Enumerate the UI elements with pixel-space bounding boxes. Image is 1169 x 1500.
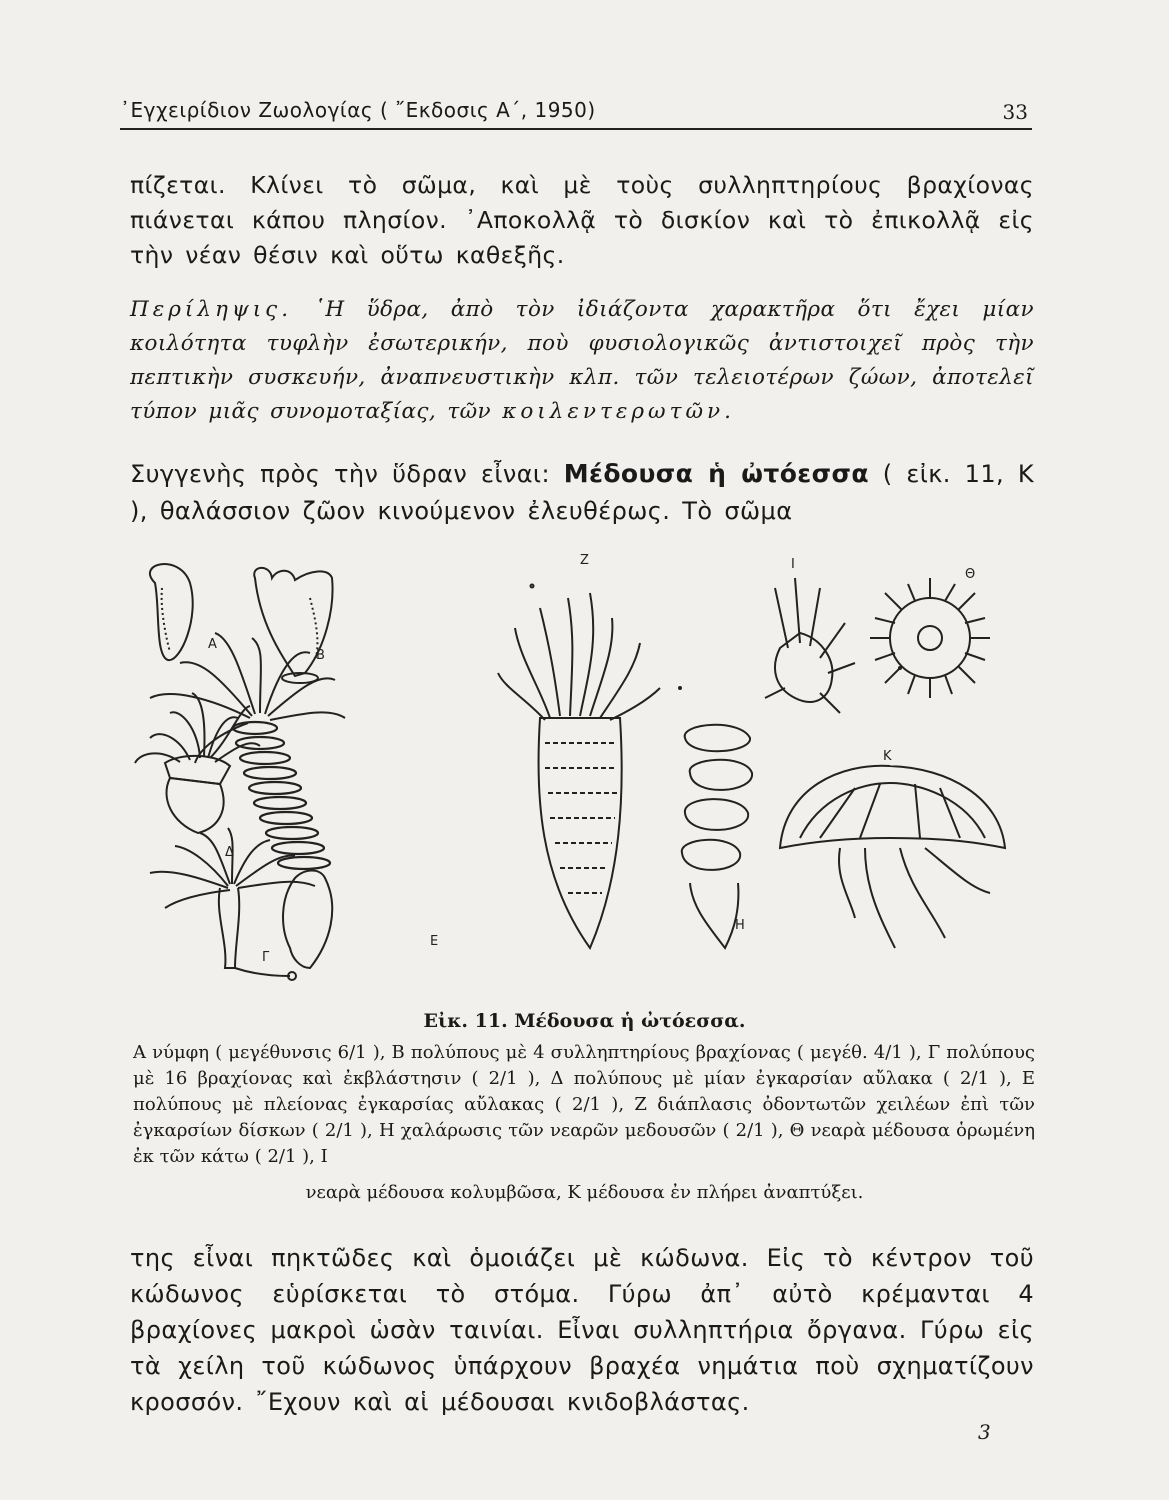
paragraph-4: της εἶναι πηκτῶδες καὶ ὁμοιάζει μὲ κώδωνα. Εἰς τὸ κέντρον τοῦ κώδωνος εὑρίσκεται τὸ στόμα. Γύρω ἀπ᾿ αὐτὸ κρέμανται 4 βραχίονες μακροὶ ὡσὰν ταινίαι. Εἶναι συλληπτήρια ὄργανα. Γύρω εἰς τὰ χείλη τοῦ κώδωνος ὑπάρχουν βραχέα νημάτια ποὺ σχηματίζουν κροσσόν. ῎Εχουν καὶ αἱ μέδουσαι κνιδοβλάστας. xyxy=(130,1244,1034,1416)
figure-th-medusa xyxy=(870,578,990,698)
figure-illustration xyxy=(120,548,1040,1003)
figure-label-b: Β xyxy=(316,648,325,663)
figure-label-z: Ζ xyxy=(580,553,589,568)
figure-label-th: Θ xyxy=(965,567,976,582)
running-header xyxy=(120,96,1032,130)
figure-k-medusa xyxy=(780,766,1005,948)
figure-b-polyp xyxy=(254,568,332,683)
page-number: 33 xyxy=(1002,100,1028,124)
figure-z-strobila xyxy=(498,593,660,948)
figure-i-medusa xyxy=(765,578,855,713)
p3-after: ( εἰκ. 11, Κ ), θαλάσσιον ζῶον κινούμενον ἐλευθέρως. Τὸ σῶμα xyxy=(130,460,1034,525)
figure-label-d: Δ xyxy=(225,845,234,860)
figure-caption-title: Εἰκ. 11. Μέδουσα ἡ ὠτόεσσα. xyxy=(423,1010,746,1032)
summary-paragraph xyxy=(130,293,1034,429)
figure-label-g: Γ xyxy=(262,950,270,965)
figure-caption-text: Α νύμφη ( μεγέθυνσις 6/1 ), Β πολύπους μὲ 4 συλληπτηρίους βραχίονας ( μεγέθ. 4/1 ), Γ πολύπους μὲ 16 βραχίονας καὶ ἐκβλάστησιν ( 2/1 ), Δ πολύπους μὲ μίαν ἐγκαρσίαν αὔλακα ( 2/1 ), Ε πολύπους μὲ πλείονας ἐγκαρσίας αὔλακας ( 2/1 ), Ζ διάπλασις ὀδοντωτῶν χειλέων ἐπὶ τῶν ἐγκαρσίων δίσκων ( 2/1 ), Η χαλάρωσις τῶν νεαρῶν μεδουσῶν ( 2/1 ), Θ νεαρὰ μέδουσα ὁρωμένη ἐκ τῶν κάτω ( 2/1 ), Ι xyxy=(133,1042,1035,1167)
p3-before: Συγγενὴς πρὸς τὴν ὕδραν εἶναι: xyxy=(130,460,564,488)
figure-caption-last: νεαρὰ μέδουσα κολυμβῶσα, Κ μέδουσα ἐν πλήρει ἀναπτύξει. xyxy=(305,1182,864,1203)
figure-label-a: Α xyxy=(208,637,217,652)
paragraph-3 xyxy=(130,455,1034,530)
summary-end: . xyxy=(724,399,732,424)
figure-label-h: Η xyxy=(735,918,745,933)
summary-text: ῾Η ὕδρα, ἀπὸ τὸν ἰδιάζοντα χαρακτῆρα ὅτι ἔχει μίαν κοιλότητα τυφλὴν ἐσωτερικήν, ποὺ φυσιολογικῶς ἀντιστοιχεῖ πρὸς τὴν πεπτικὴν συσκευήν, ἀναπνευστικὴν κλπ. τῶν τελειοτέρων ζώων, ἀποτελεῖ τύπον μιᾶς συνομοταξίας, τῶν xyxy=(130,297,1034,424)
header-title: ᾿Εγχειρίδιον Ζωολογίας ( ῎Εκδοσις Α΄, 1950) xyxy=(120,98,596,122)
figure-label-k: Κ xyxy=(883,749,892,764)
figure-a-larva xyxy=(150,564,193,660)
species-name: Μέδουσα ἡ ὠτόεσσα xyxy=(563,459,869,488)
signature-mark: 3 xyxy=(978,1420,991,1444)
figure-label-i: Ι xyxy=(791,557,795,572)
figure-e-polyp xyxy=(150,633,345,968)
figure-h-medusae xyxy=(682,725,752,948)
paragraph-1: πίζεται. Κλίνει τὸ σῶμα, καὶ μὲ τοὺς συλληπτηρίους βραχίονας πιάνεται κάπου πλησίον. ᾿Αποκολλᾷ τὸ δισκίον καὶ τὸ ἐπικολλᾷ εἰς τὴν νέαν θέσιν καὶ οὕτω καθεξῆς. xyxy=(130,171,1034,269)
figure-label-e: Ε xyxy=(430,934,439,949)
summary-term: κοιλεντερωτῶν xyxy=(502,399,725,424)
summary-label: Περίληψις. xyxy=(130,297,293,322)
